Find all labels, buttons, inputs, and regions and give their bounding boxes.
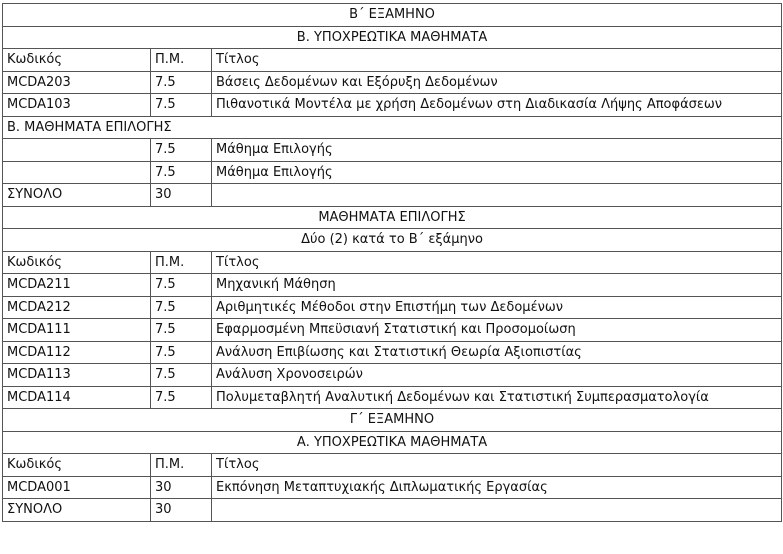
total-value: 30 [151, 184, 212, 207]
section-header-row [3, 409, 782, 432]
course-pm: 7.5 [151, 386, 212, 409]
section-header-row [3, 116, 782, 139]
course-pm: 7.5 [151, 161, 212, 184]
total-label: ΣΥΝΟΛΟ [3, 499, 151, 522]
course-code: MCDA203 [3, 71, 151, 94]
total-value: 30 [151, 499, 212, 522]
column-header-row [3, 454, 782, 477]
course-code: MCDA211 [3, 274, 151, 297]
course-pm: 7.5 [151, 341, 212, 364]
table-row [3, 341, 782, 364]
table-row [3, 319, 782, 342]
course-title: Μάθημα Επιλογής [212, 139, 782, 162]
curriculum-table [2, 3, 782, 522]
course-title: Ανάλυση Επιβίωσης και Στατιστική Θεωρία Αξιοπιστίας [212, 341, 782, 364]
table-row [3, 274, 782, 297]
header-title: Τίτλος [212, 49, 782, 72]
empty-cell [212, 499, 782, 522]
total-row [3, 499, 782, 522]
table-row [3, 476, 782, 499]
course-title: Μάθημα Επιλογής [212, 161, 782, 184]
course-code: MCDA001 [3, 476, 151, 499]
table-row [3, 296, 782, 319]
header-title: Τίτλος [212, 251, 782, 274]
table-row [3, 386, 782, 409]
table-row [3, 94, 782, 117]
course-code: MCDA114 [3, 386, 151, 409]
course-code [3, 161, 151, 184]
section-header-row [3, 206, 782, 229]
header-title: Τίτλος [212, 454, 782, 477]
course-code [3, 139, 151, 162]
electives-subtitle: Δύο (2) κατά το Β΄ εξάμηνο [3, 229, 782, 252]
course-code: MCDA111 [3, 319, 151, 342]
course-title: Εκπόνηση Μεταπτυχιακής Διπλωματικής Εργασίας [212, 476, 782, 499]
course-title: Αριθμητικές Μέθοδοι στην Επιστήμη των Δεδομένων [212, 296, 782, 319]
table-row [3, 364, 782, 387]
course-title: Πολυμεταβλητή Αναλυτική Δεδομένων και Στατιστική Συμπερασματολογία [212, 386, 782, 409]
section-header-row [3, 26, 782, 49]
table-row [3, 139, 782, 162]
header-code: Κωδικός [3, 251, 151, 274]
course-pm: 7.5 [151, 71, 212, 94]
header-pm: Π.Μ. [151, 49, 212, 72]
semester-c-mandatory-title: Α. ΥΠΟΧΡΕΩΤΙΚΑ ΜΑΘΗΜΑΤΑ [3, 431, 782, 454]
header-pm: Π.Μ. [151, 454, 212, 477]
section-header-row [3, 4, 782, 27]
course-code: MCDA113 [3, 364, 151, 387]
header-code: Κωδικός [3, 49, 151, 72]
course-title: Εφαρμοσμένη Μπεϋσιανή Στατιστική και Προσομοίωση [212, 319, 782, 342]
semester-b-mandatory-title: Β. ΥΠΟΧΡΕΩΤΙΚΑ ΜΑΘΗΜΑΤΑ [3, 26, 782, 49]
section-header-row [3, 431, 782, 454]
column-header-row [3, 49, 782, 72]
header-pm: Π.Μ. [151, 251, 212, 274]
semester-b-title: Β΄ ΕΞΑΜΗΝΟ [3, 4, 782, 27]
course-pm: 7.5 [151, 296, 212, 319]
course-pm: 7.5 [151, 139, 212, 162]
table-row [3, 71, 782, 94]
empty-cell [212, 184, 782, 207]
column-header-row [3, 251, 782, 274]
course-code: MCDA103 [3, 94, 151, 117]
course-pm: 7.5 [151, 319, 212, 342]
course-pm: 7.5 [151, 364, 212, 387]
course-title: Ανάλυση Χρονοσειρών [212, 364, 782, 387]
semester-b-electives-title: Β. ΜΑΘΗΜΑΤΑ ΕΠΙΛΟΓΗΣ [3, 116, 782, 139]
course-pm: 7.5 [151, 274, 212, 297]
course-title: Πιθανοτικά Μοντέλα με χρήση Δεδομένων στη Διαδικασία Λήψης Αποφάσεων [212, 94, 782, 117]
course-pm: 7.5 [151, 94, 212, 117]
semester-c-title: Γ΄ ΕΞΑΜΗΝΟ [3, 409, 782, 432]
course-title: Μηχανική Μάθηση [212, 274, 782, 297]
header-code: Κωδικός [3, 454, 151, 477]
total-row [3, 184, 782, 207]
electives-title: ΜΑΘΗΜΑΤΑ ΕΠΙΛΟΓΗΣ [3, 206, 782, 229]
total-label: ΣΥΝΟΛΟ [3, 184, 151, 207]
course-pm: 30 [151, 476, 212, 499]
course-code: MCDA212 [3, 296, 151, 319]
course-code: MCDA112 [3, 341, 151, 364]
table-row [3, 161, 782, 184]
section-header-row [3, 229, 782, 252]
course-title: Βάσεις Δεδομένων και Εξόρυξη Δεδομένων [212, 71, 782, 94]
